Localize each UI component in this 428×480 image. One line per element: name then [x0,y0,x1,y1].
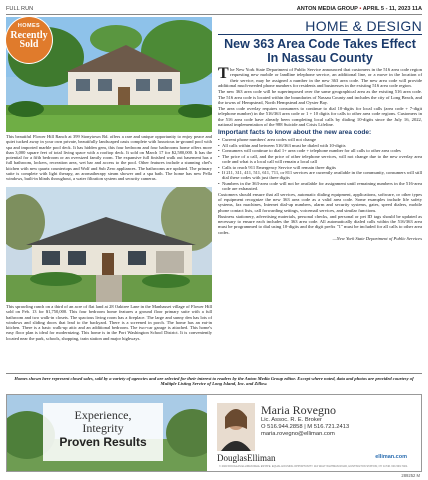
article-paragraph-2: The new 363 area code will be superimposed over the same geographical area as the existing 516 area code. The 516 area code is located within the boundaries of Nassau County and includes the city of Long Beach, and the towns of Hempstead, North Hempstead and Oyster Bay. [218,89,422,105]
fact-item: • The price of a call, and the price of other telephone services, will not change due to the new overlay area code and what is a local call will remain a local call [218,154,422,165]
agent-name: Maria Rovegno [261,403,336,417]
listing-caption-1: This beautiful Flower Hill Ranch at 399 Stonytown Rd. offers a rare and unique opportunity to enjoy peace and quiet tucked away in your own private, beautifully landscaped oasis complete with luxurious in-ground pool with spa and imported marble pool deck. It has hidden gem, this four bedroom and four bathrooms home offers more than 3,000 square feet of total living space with a rooftop deck. It sold on March 17 for $2,580,000. It has the potential for a fifth bedroom or an oversized family room. The expansive full finished walk out basement has a full bathroom, lockers, recreation area, wet bar and access to the pool. Other features include a stunning chef's kitchen with new quartz countertops and Wolf and Sub Zero appliances. The bathrooms are updated. The primary suite is complete with light therapy, an aromatherapy steam shower and a spa bath. The home has new Pella windows, built-in blinds throughout, a water filtration system and security cameras. [6,134,212,182]
article-paragraph-1 [218,67,422,89]
article-headline: New 363 Area Code Takes Effect In Nassau County [224,37,416,65]
brand-logo: DouglasElliman [217,453,276,463]
page-header [6,4,422,14]
website-link[interactable]: elliman.com [375,454,407,460]
disclaimer-note: Homes shown here represent closed sales, sold by a variety of agencies and are selected for their interest to readers by the Anton Media Group editor. Except where noted, data and photos are provided courtesy of Multiple Listing Service of Long Island, Inc. and Zillow. [14,376,414,387]
article-body [218,67,422,242]
section-rule [218,34,422,35]
article-paragraph-5: Business stationery, advertising materials, personal checks, and personal or pet ID tags should be updated as necessary to ensure each includes the 363 area code. All automatically dialed calls within the 516/363 area must be programmed to dial using 10-digits and the digit prefix "1" must be included for all calls to other area codes. [218,213,422,235]
homes-recently-sold-badge [6,17,52,63]
agent-info [261,403,411,438]
separator-dot: • [359,6,363,12]
fact-item: • Calls to reach 911 Emergency Service will remain three digits [218,165,422,170]
disclaimer-rule [6,373,422,374]
facts-list [218,137,422,191]
listing-caption-2: This sprawling ranch on a third of an acre of flat land at 28 Oaktree Lane in the Manhasset village of Flower Hill sold on Feb. 13 for $1,750,000. This four bedroom home features a ground floor primary suite with a full bathroom and two walk-in closets. The spacious living room has a fireplace. The large and sunny den has lots of windows and sliding doors that lead to the backyard. There is a screened in porch. The home has an eat-in kitchen. There is a basic walk-up attic and an additional bedroom. The two-car garage is attached. This home's easy floor plan is ideal for modernizing. This home is in the Port Washington School District. It is conveniently located near the park, schools, shopping, train station and major highways. [6,304,212,341]
badge-line-2: Recently [10,30,48,41]
article-paragraph-4: Customers should ensure that all services, automatic dialing equipment, applications, software, or other types of equipment recognize the new 363 area code as a valid area code. Some examples include life safety systems, fax machines, Internet dial-up numbers, alarm and security systems, gates, speed dialers, mobile phone contact lists, call forwarding settings, voicemail services, and similar functions. [218,191,422,213]
paragraph-1-text: he New York State Department of Public Service announced that customers in the 516 area code region requesting new mobile or landline telephone service, an additional line, or a move in the location of their service, may be assigned a number in the new 363 area code. The new area code will provide additional much-needed phone numbers for residents and businesses in the existing 516 area code region. [218,67,422,89]
article-paragraph-3: The area code overlay requires consumers to continue to dial 10-digits for local calls (area code + 7-digit telephone number) in the 516/363 area code or 1 + 10 digits for calls to other area code regions. Customers in the 516 area code have already been completing local calls by dialing 10-digits since the July 16, 2022, national implementation of the 988 Suicide and Crisis Lifeline. [218,105,422,128]
fact-item: • All calls within and between 516/363 must be dialed with 10-digits [218,143,422,148]
agent-avatar [217,403,255,451]
ad-tagline-3: Proven Results [59,435,147,449]
fact-item: • Numbers in the 363-area code will not be available for assignment until remaining numbers in the 516-area code are exhausted. [218,181,422,192]
badge-line-3: Sold [19,39,39,50]
agent-title: Lic. Assoc. R. E. Broker [261,417,322,423]
article-signature: —New York State Department of Public Services [332,235,422,241]
advertisement-douglas-elliman[interactable] [6,394,422,472]
section-title: HOME & DESIGN [305,18,422,34]
ad-tagline-1: Experience, [74,408,132,422]
header-rule [6,14,422,15]
badge-line-1: HOMES [17,23,41,29]
fact-item: • Consumers will continue to dial 1+ area code + telephone number for all calls to other area codes [218,148,422,153]
ad-fine-print: © 2023 DOUGLAS ELLIMAN REAL ESTATE. EQUAL HOUSING OPPORTUNITY. 110 WALT WHITMAN ROAD, HUNTINGTON STATION, NY 11746. 631.549.7401. [219,465,409,468]
ad-tagline-box [43,403,163,461]
article-subhead: Important facts to know about the new area code: [218,128,372,136]
house-photo-illustration-2 [6,187,212,302]
page-number: 11A [412,6,422,12]
publication-line [297,6,422,12]
fact-item: • Current phone numbers' area codes will not change [218,137,422,142]
issue-date: APRIL 5 - 11, 2023 [362,6,411,12]
edition-label: FULL RUN [6,6,34,12]
agent-phones: O 516.944.2858 | M 516.721.2413 [261,424,350,430]
fact-item: • If 211, 311, 411, 511, 611, 711, or 811 services are currently available in the community, consumers will still dial these codes with just three digits [218,170,422,181]
ad-tagline-2: Integrity [82,421,124,435]
drop-cap: T [218,65,229,82]
listing-photo-oaktree-lane [6,187,212,302]
agent-email-link[interactable]: maria.rovegno@elliman.com [261,431,335,437]
agent-portrait-icon [217,403,255,451]
ad-code: 289252 M [401,473,420,478]
publisher-name: ANTON MEDIA GROUP [296,6,358,12]
